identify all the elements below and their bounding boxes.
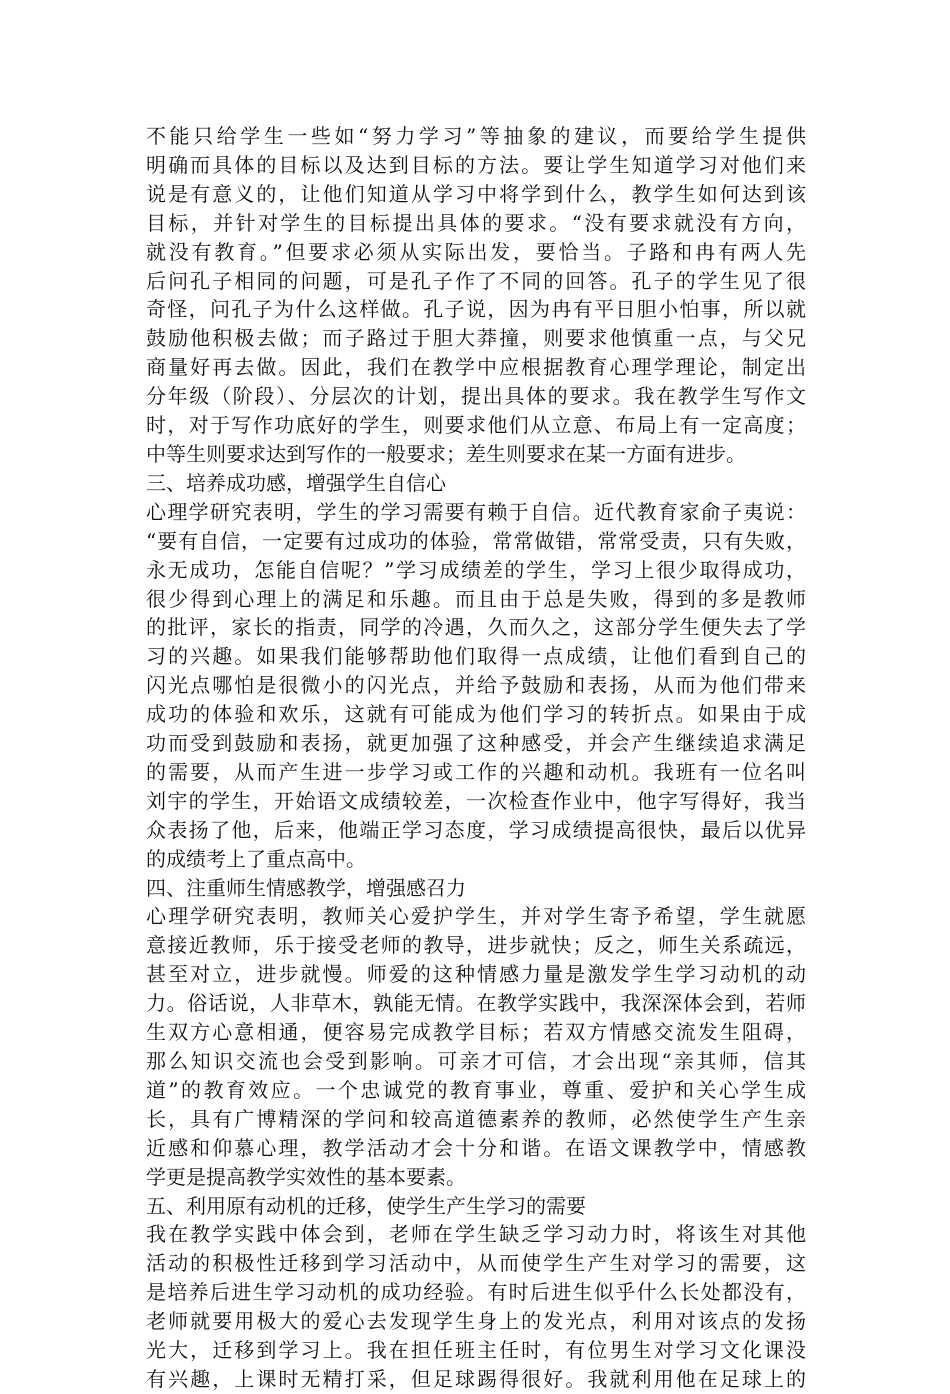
text-line: 不能只给学生一些如“努力学习”等抽象的建议，而要给学生提供 bbox=[146, 124, 806, 148]
text-line: 甚至对立，进步就慢。师爱的这种情感力量是激发学生学习动机的动 bbox=[146, 962, 806, 987]
text-line: 中等生则要求达到写作的一般要求；差生则要求在某一方面有进步。 bbox=[146, 441, 746, 466]
text-line: 的需要，从而产生进一步学习或工作的兴趣和动机。我班有一位名叫 bbox=[146, 759, 806, 784]
text-line: 分年级（阶段）、分层次的计划，提出具体的要求。我在教学生写作文 bbox=[146, 384, 806, 409]
text-line: 后问孔子相同的问题，可是孔子作了不同的回答。孔子的学生见了很 bbox=[146, 268, 806, 293]
paragraph-emotion bbox=[146, 902, 806, 1191]
section-heading-4: 四、注重师生情感教学，增强感召力 bbox=[146, 875, 466, 900]
text-line: 目标，并针对学生的目标提出具体的要求。“没有要求就没有方向， bbox=[146, 210, 806, 235]
text-line: 众表扬了他，后来，他端正学习态度，学习成绩提高很快，最后以优异 bbox=[146, 817, 806, 842]
text-line: 奇怪，问孔子为什么这样做。孔子说，因为冉有平日胆小怕事，所以就 bbox=[146, 297, 806, 322]
text-line: 意接近教师，乐于接受老师的教导，进步就快；反之，师生关系疏远， bbox=[146, 933, 806, 958]
paragraph-goals bbox=[146, 122, 806, 469]
text-line: 永无成功，怎能自信呢？”学习成绩差的学生，学习上很少取得成功， bbox=[146, 557, 806, 582]
text-line: 说是有意义的，让他们知道从学习中将学到什么，教学生如何达到该 bbox=[146, 181, 806, 206]
text-line: 道”的教育效应。一个忠诚党的教育事业，尊重、爱护和关心学生成 bbox=[146, 1077, 806, 1102]
text-line: 是培养后进生学习动机的成功经验。有时后进生似乎什么长处都没有， bbox=[146, 1280, 806, 1305]
document-page bbox=[146, 122, 806, 1394]
text-line: 我在教学实践中体会到，老师在学生缺乏学习动力时，将该生对其他 bbox=[146, 1222, 806, 1247]
text-line: 力。俗话说，人非草木，孰能无情。在教学实践中，我深深体会到，若师 bbox=[146, 991, 806, 1016]
text-line: 心理学研究表明，学生的学习需要有赖于自信。近代教育家俞子夷说： bbox=[146, 499, 806, 524]
text-line: 就没有教育。”但要求必须从实际出发，要恰当。子路和冉有两人先 bbox=[146, 239, 806, 264]
text-line: 近感和仰慕心理，教学活动才会十分和谐。在语文课教学中，情感教 bbox=[146, 1135, 806, 1160]
section-heading-3: 三、培养成功感，增强学生自信心 bbox=[146, 470, 446, 495]
text-line: 鼓励他积极去做；而子路过于胆大莽撞，则要求他慎重一点，与父兄 bbox=[146, 326, 806, 351]
text-line: 长，具有广博精深的学问和较高道德素养的教师，必然使学生产生亲 bbox=[146, 1106, 806, 1131]
text-line: “要有自信，一定要有过成功的体验，常常做错，常常受责，只有失败， bbox=[146, 528, 806, 553]
paragraph-transfer bbox=[146, 1220, 806, 1393]
text-line: 闪光点哪怕是很微小的闪光点，并给予鼓励和表扬，从而为他们带来 bbox=[146, 673, 806, 698]
text-line: 心理学研究表明，教师关心爱护学生，并对学生寄予希望，学生就愿 bbox=[146, 904, 806, 929]
text-line: 功而受到鼓励和表扬，就更加强了这种感受，并会产生继续追求满足 bbox=[146, 731, 806, 756]
text-line: 学更是提高教学实效性的基本要素。 bbox=[146, 1164, 466, 1189]
text-line: 活动的积极性迁移到学习活动中，从而使学生产生对学习的需要，这 bbox=[146, 1251, 806, 1276]
text-line: 光大，迁移到学习上。我在担任班主任时，有位男生对学习文化课没 bbox=[146, 1338, 806, 1363]
text-line: 时，对于写作功底好的学生，则要求他们从立意、布局上有一定高度； bbox=[146, 413, 806, 438]
text-line: 成功的体验和欢乐，这就有可能成为他们学习的转折点。如果由于成 bbox=[146, 702, 806, 727]
text-line: 习的兴趣。如果我们能够帮助他们取得一点成绩，让他们看到自己的 bbox=[146, 644, 806, 669]
text-line: 那么知识交流也会受到影响。可亲才可信，才会出现“亲其师，信其 bbox=[146, 1049, 806, 1073]
paragraph-success bbox=[146, 498, 806, 874]
text-line: 生双方心意相通，便容易完成教学目标；若双方情感交流发生阻碍， bbox=[146, 1020, 806, 1045]
text-line: 商量好再去做。因此，我们在教学中应根据教育心理学理论，制定出 bbox=[146, 355, 806, 380]
text-line: 的成绩考上了重点高中。 bbox=[146, 846, 366, 871]
section-heading-5: 五、利用原有动机的迁移，使学生产生学习的需要 bbox=[146, 1193, 586, 1218]
text-line: 老师就要用极大的爱心去发现学生身上的发光点，利用对该点的发扬 bbox=[146, 1309, 806, 1334]
text-line: 很少得到心理上的满足和乐趣。而且由于总是失败，得到的多是教师 bbox=[146, 586, 806, 611]
text-line: 有兴趣，上课时无精打采，但足球踢得很好。我就利用他在足球上的 bbox=[146, 1366, 806, 1391]
text-line: 的批评，家长的指责，同学的冷遇，久而久之，这部分学生便失去了学 bbox=[146, 615, 806, 640]
text-line: 明确而具体的目标以及达到目标的方法。要让学生知道学习对他们来 bbox=[146, 152, 806, 177]
text-line: 刘宇的学生，开始语文成绩较差，一次检查作业中，他字写得好，我当 bbox=[146, 788, 806, 813]
